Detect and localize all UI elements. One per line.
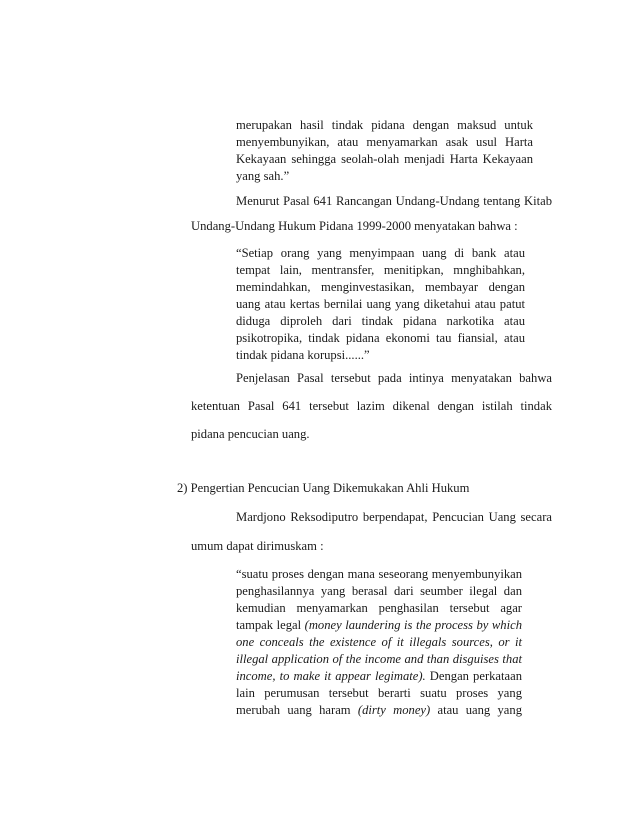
quote-line: uang atau kertas bernilai uang yang diketahui atau patut: [236, 297, 525, 311]
quote-line: “suatu proses dengan mana seseorang menyembunyikan: [236, 567, 522, 581]
paragraph-line: Menurut Pasal 641 Rancangan Undang-Undang tentang Kitab: [236, 194, 552, 208]
quote-line: [236, 617, 522, 633]
quote-line: tindak pidana korupsi......”: [236, 348, 370, 362]
paragraph-line: Undang-Undang Hukum Pidana 1999-2000 menyatakan bahwa :: [191, 219, 518, 233]
quote-line: penghasilannya yang berasal dari seumber ilegal dan: [236, 584, 522, 598]
paragraph-line: Penjelasan Pasal tersebut pada intinya menyatakan bahwa: [236, 371, 552, 385]
paragraph-line: umum dapat dirimuskam :: [191, 539, 324, 553]
quote-italic-text: (money laundering is the process by which: [304, 618, 522, 632]
quote-text: merubah uang haram: [236, 703, 358, 717]
quote-italic-text: (dirty money): [357, 703, 431, 717]
quote-italic-text: illegal application of the income and than disguises that: [236, 652, 522, 666]
quote-line: “Setiap orang yang menyimpaan uang di bank atau: [236, 246, 525, 260]
quote-line: [236, 634, 522, 650]
paragraph-line: pidana pencucian uang.: [191, 427, 310, 441]
quote-text: atau uang yang: [430, 703, 522, 717]
section-heading: 2) Pengertian Pencucian Uang Dikemukakan Ahli Hukum: [177, 481, 470, 495]
quote-italic-text: income, to make it appear legimate).: [236, 669, 426, 683]
paragraph-line: Mardjono Reksodiputro berpendapat, Pencucian Uang secara: [236, 510, 552, 524]
quote-line: kemudian menyamarkan penghasilan tersebut agar: [236, 601, 522, 615]
quote-line: [236, 668, 522, 684]
quote-line: psikotropika, tindak pidana ekonomi tau fiansial, atau: [236, 331, 525, 345]
quote-line: memindahkan, menginvestasikan, membayar dengan: [236, 280, 525, 294]
paragraph-line: ketentuan Pasal 641 tersebut lazim dikenal dengan istilah tindak: [191, 399, 552, 413]
quote-line: merupakan hasil tindak pidana dengan maksud untuk: [236, 118, 533, 132]
quote-line: [236, 651, 522, 667]
quote-text: tampak legal: [236, 618, 305, 632]
quote-text: Dengan perkataan: [425, 669, 523, 683]
quote-line: [236, 702, 522, 718]
quote-line: tempat lain, mentransfer, menitipkan, mnghibahkan,: [236, 263, 525, 277]
quote-line: lain perumusan tersebut berarti suatu proses yang: [236, 686, 522, 700]
quote-italic-text: one conceals the existence of it illegals sources, or it: [236, 635, 522, 649]
quote-line: diduga diproleh dari tindak pidana narkotika atau: [236, 314, 525, 328]
quote-line: menyembunyikan, atau menyamarkan asak usul Harta: [236, 135, 533, 149]
quote-line: Kekayaan sehingga seolah-olah menjadi Harta Kekayaan: [236, 152, 533, 166]
quote-line: yang sah.”: [236, 169, 290, 183]
